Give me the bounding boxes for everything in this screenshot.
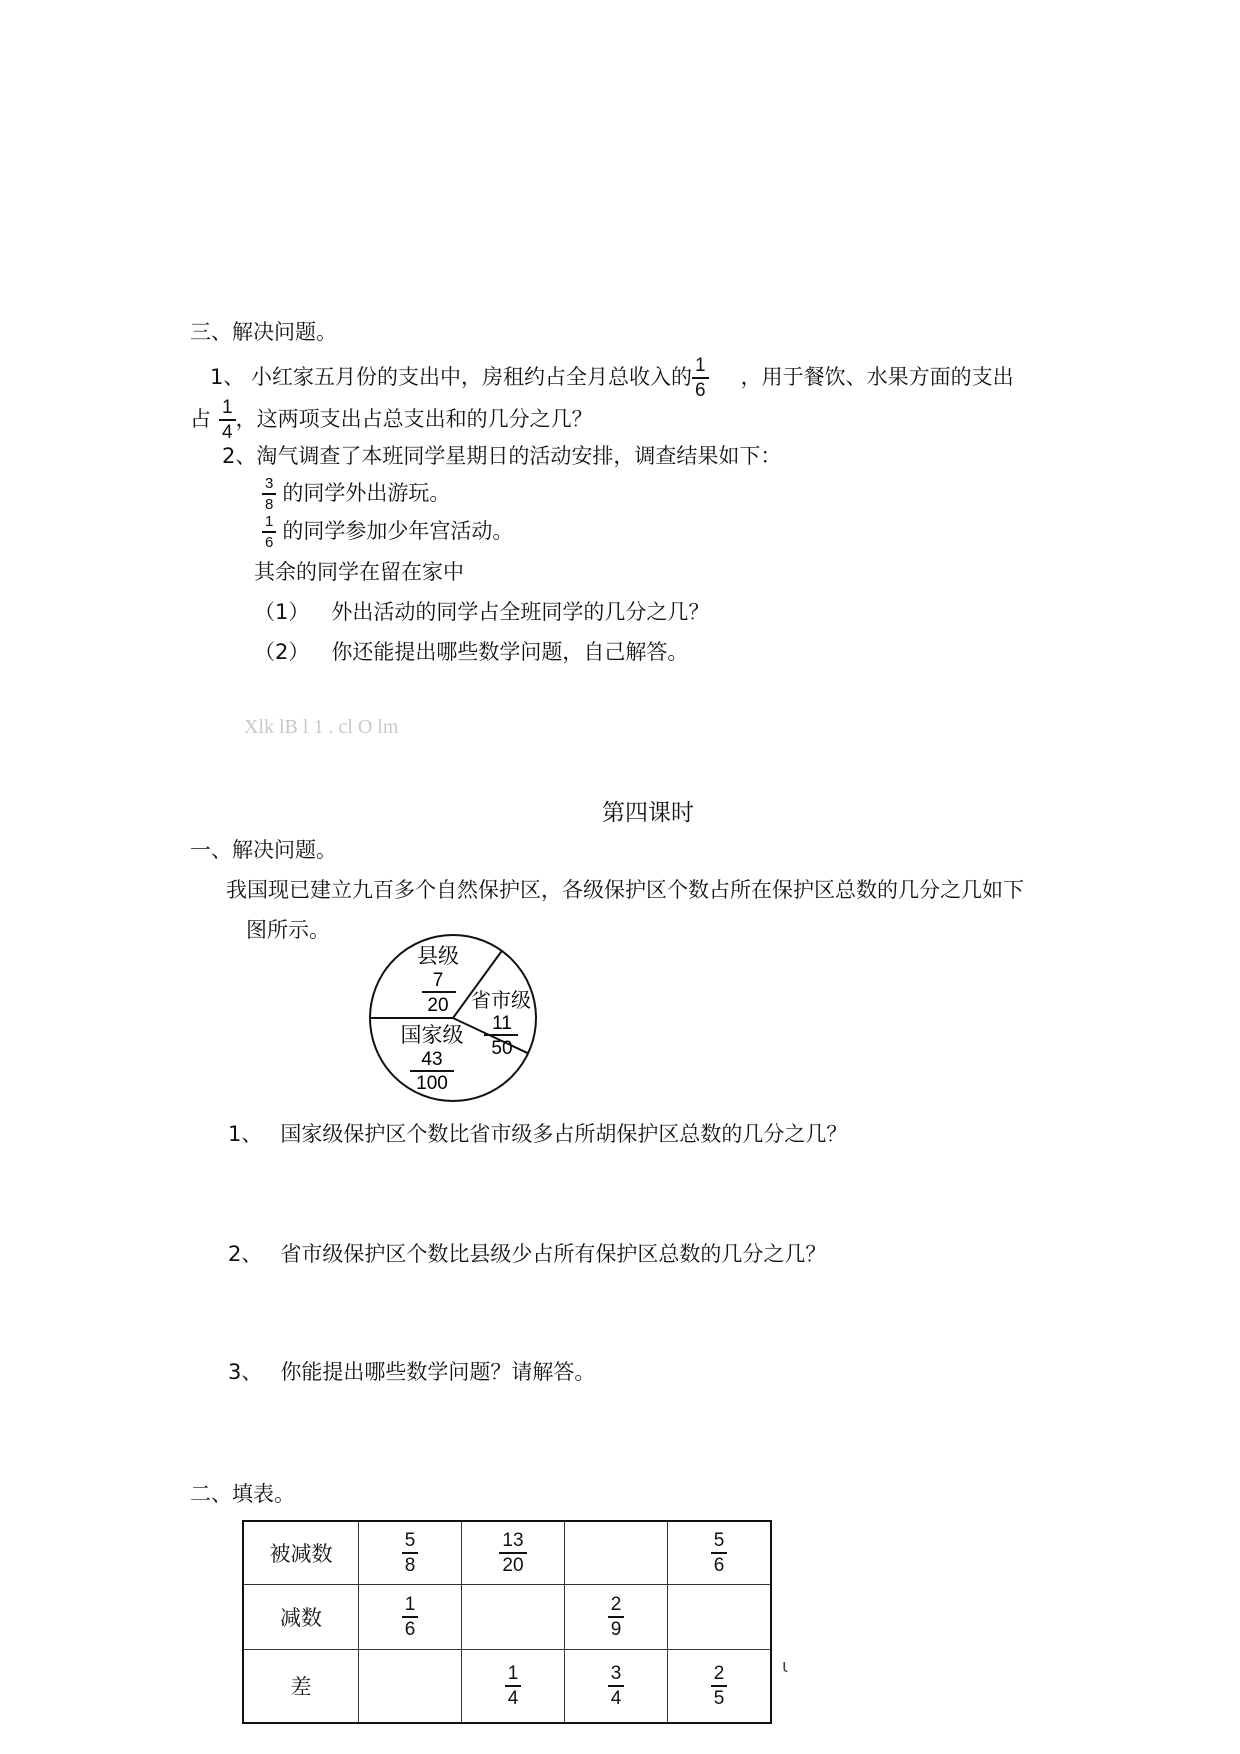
q2-intro: 2、淘气调查了本班同学星期日的活动安排，调查结果如下： — [222, 444, 782, 468]
q2-item1-text: 的同学外出游玩。 — [282, 481, 451, 505]
fraction-numerator: 2 — [610, 1594, 622, 1615]
fraction-numerator: 1 — [507, 1663, 519, 1684]
fraction-denominator: 6 — [404, 1619, 416, 1640]
fraction-denominator: 9 — [610, 1619, 622, 1640]
table-cell — [462, 1650, 565, 1724]
q2-item2-text: 的同学参加少年宫活动。 — [282, 519, 514, 543]
cell-fraction — [402, 1595, 419, 1639]
fraction-denominator: 4 — [610, 1688, 622, 1709]
q1-line2-before: 占 — [190, 407, 211, 431]
table-row — [243, 1585, 771, 1650]
watermark: Xlk lB l 1 . cl O lm — [244, 716, 399, 738]
blank-cell[interactable] — [462, 1585, 565, 1650]
fraction-numerator: 13 — [502, 1530, 524, 1551]
fraction-denominator: 20 — [502, 1555, 524, 1576]
fraction-denominator: 8 — [404, 1555, 416, 1576]
slice-numerator: 7 — [432, 970, 444, 991]
table-row — [243, 1650, 771, 1724]
pie-slice-provincial — [471, 988, 531, 1059]
question-text: 国家级保护区个数比省市级多占所胡保护区总数的几分之几？ — [280, 1122, 848, 1146]
blank-cell[interactable] — [668, 1585, 772, 1650]
q2-rest: 其余的同学在留在家中 — [254, 560, 464, 584]
fraction-numerator: 1 — [695, 355, 706, 376]
table-cell — [565, 1585, 668, 1650]
row-header: 被减数 — [243, 1521, 359, 1585]
q1-line2-after: ，这两项支出占总支出和的几分之几？ — [235, 407, 593, 431]
subtraction-table — [242, 1520, 772, 1724]
q2-item1 — [262, 476, 450, 512]
table-cell — [668, 1521, 772, 1585]
q2-sub2-number: （2） — [254, 640, 310, 664]
fraction-denominator: 4 — [507, 1688, 519, 1709]
slice-numerator: 43 — [421, 1049, 443, 1070]
question-number: 1、 — [228, 1122, 263, 1146]
table-cell — [359, 1585, 462, 1650]
slice-label: 省市级 — [471, 988, 531, 1012]
fraction-numerator: 1 — [404, 1594, 416, 1615]
lesson4-question-3 — [228, 1358, 595, 1386]
question-text: 你能提出哪些数学问题？请解答。 — [280, 1360, 596, 1384]
fraction-numerator: 5 — [404, 1530, 416, 1551]
table-cell — [668, 1650, 772, 1724]
question-text: 省市级保护区个数比县级少占所有保护区总数的几分之几？ — [280, 1242, 827, 1266]
slice-denominator: 20 — [427, 995, 449, 1016]
cell-fraction — [499, 1531, 526, 1575]
fraction-outing — [262, 476, 276, 512]
row-header: 差 — [243, 1650, 359, 1724]
fraction-numerator: 3 — [610, 1663, 622, 1684]
table-cell — [359, 1521, 462, 1585]
q2-sub1 — [254, 598, 709, 626]
lesson4-intro-line1: 我国现已建立九百多个自然保护区，各级保护区个数占所在保护区总数的几分之几如下 — [226, 878, 1024, 902]
fraction-denominator: 6 — [713, 1555, 725, 1576]
lesson4-question-2 — [228, 1240, 826, 1268]
question-number: 3、 — [228, 1360, 263, 1384]
fraction-numerator: 2 — [713, 1663, 725, 1684]
q2-sub2 — [254, 638, 688, 666]
fraction-numerator: 3 — [265, 475, 274, 492]
lesson4-question-1 — [228, 1120, 847, 1148]
q1-line1-after: ，用于餐饮、水果方面的支出 — [740, 365, 1014, 389]
q2-sub1-number: （1） — [254, 600, 310, 624]
fraction-denominator: 5 — [713, 1688, 725, 1709]
fraction-numerator: 1 — [265, 513, 274, 530]
slice-numerator: 11 — [492, 1013, 512, 1034]
cell-fraction — [711, 1531, 728, 1575]
row-header: 减数 — [243, 1585, 359, 1650]
fraction-food — [219, 398, 236, 442]
cell-fraction — [711, 1664, 728, 1708]
fraction-denominator: 6 — [265, 534, 274, 551]
fraction-numerator: 1 — [222, 397, 233, 418]
blank-cell[interactable] — [359, 1650, 462, 1724]
pie-slice-county — [417, 944, 459, 1016]
fraction-denominator: 8 — [265, 496, 274, 513]
question-number: 2、 — [228, 1242, 263, 1266]
section3-heading: 三、解决问题。 — [190, 320, 337, 344]
slice-label: 县级 — [417, 944, 459, 968]
q1-line1-before: 1、 小红家五月份的支出中，房租约占全月总收入的 — [210, 365, 693, 389]
slice-denominator: 100 — [416, 1073, 448, 1094]
blank-cell[interactable] — [565, 1521, 668, 1585]
cell-fraction — [402, 1531, 419, 1575]
q1-line1 — [210, 356, 1014, 400]
fraction-rent — [692, 356, 709, 400]
lesson-title: 第四课时 — [602, 800, 694, 826]
fraction-denominator: 4 — [222, 422, 233, 443]
cell-fraction — [505, 1664, 522, 1708]
fraction-numerator: 5 — [713, 1530, 725, 1551]
lesson4-heading2: 二、填表。 — [190, 1482, 295, 1506]
lesson4-heading1: 一、解决问题。 — [190, 838, 337, 862]
q2-sub2-text: 你还能提出哪些数学问题，自己解答。 — [331, 640, 689, 664]
table-cell — [565, 1650, 668, 1724]
cell-fraction — [608, 1664, 625, 1708]
q2-item2 — [262, 514, 513, 550]
fraction-denominator: 6 — [695, 380, 706, 401]
q2-sub1-text: 外出活动的同学占全班同学的几分之几？ — [331, 600, 710, 624]
table-cell — [462, 1521, 565, 1585]
slice-label: 国家级 — [400, 1023, 464, 1047]
lesson4-intro-line2: 图所示。 — [246, 918, 330, 942]
cell-fraction — [608, 1595, 625, 1639]
slice-denominator: 50 — [491, 1038, 513, 1059]
q1-line2 — [190, 398, 593, 442]
fraction-youth-palace — [262, 514, 276, 550]
pie-slice-national — [401, 1023, 464, 1094]
table-row — [243, 1521, 771, 1585]
protected-area-pie-chart — [360, 930, 546, 1106]
side-mark: ι — [782, 1656, 789, 1677]
